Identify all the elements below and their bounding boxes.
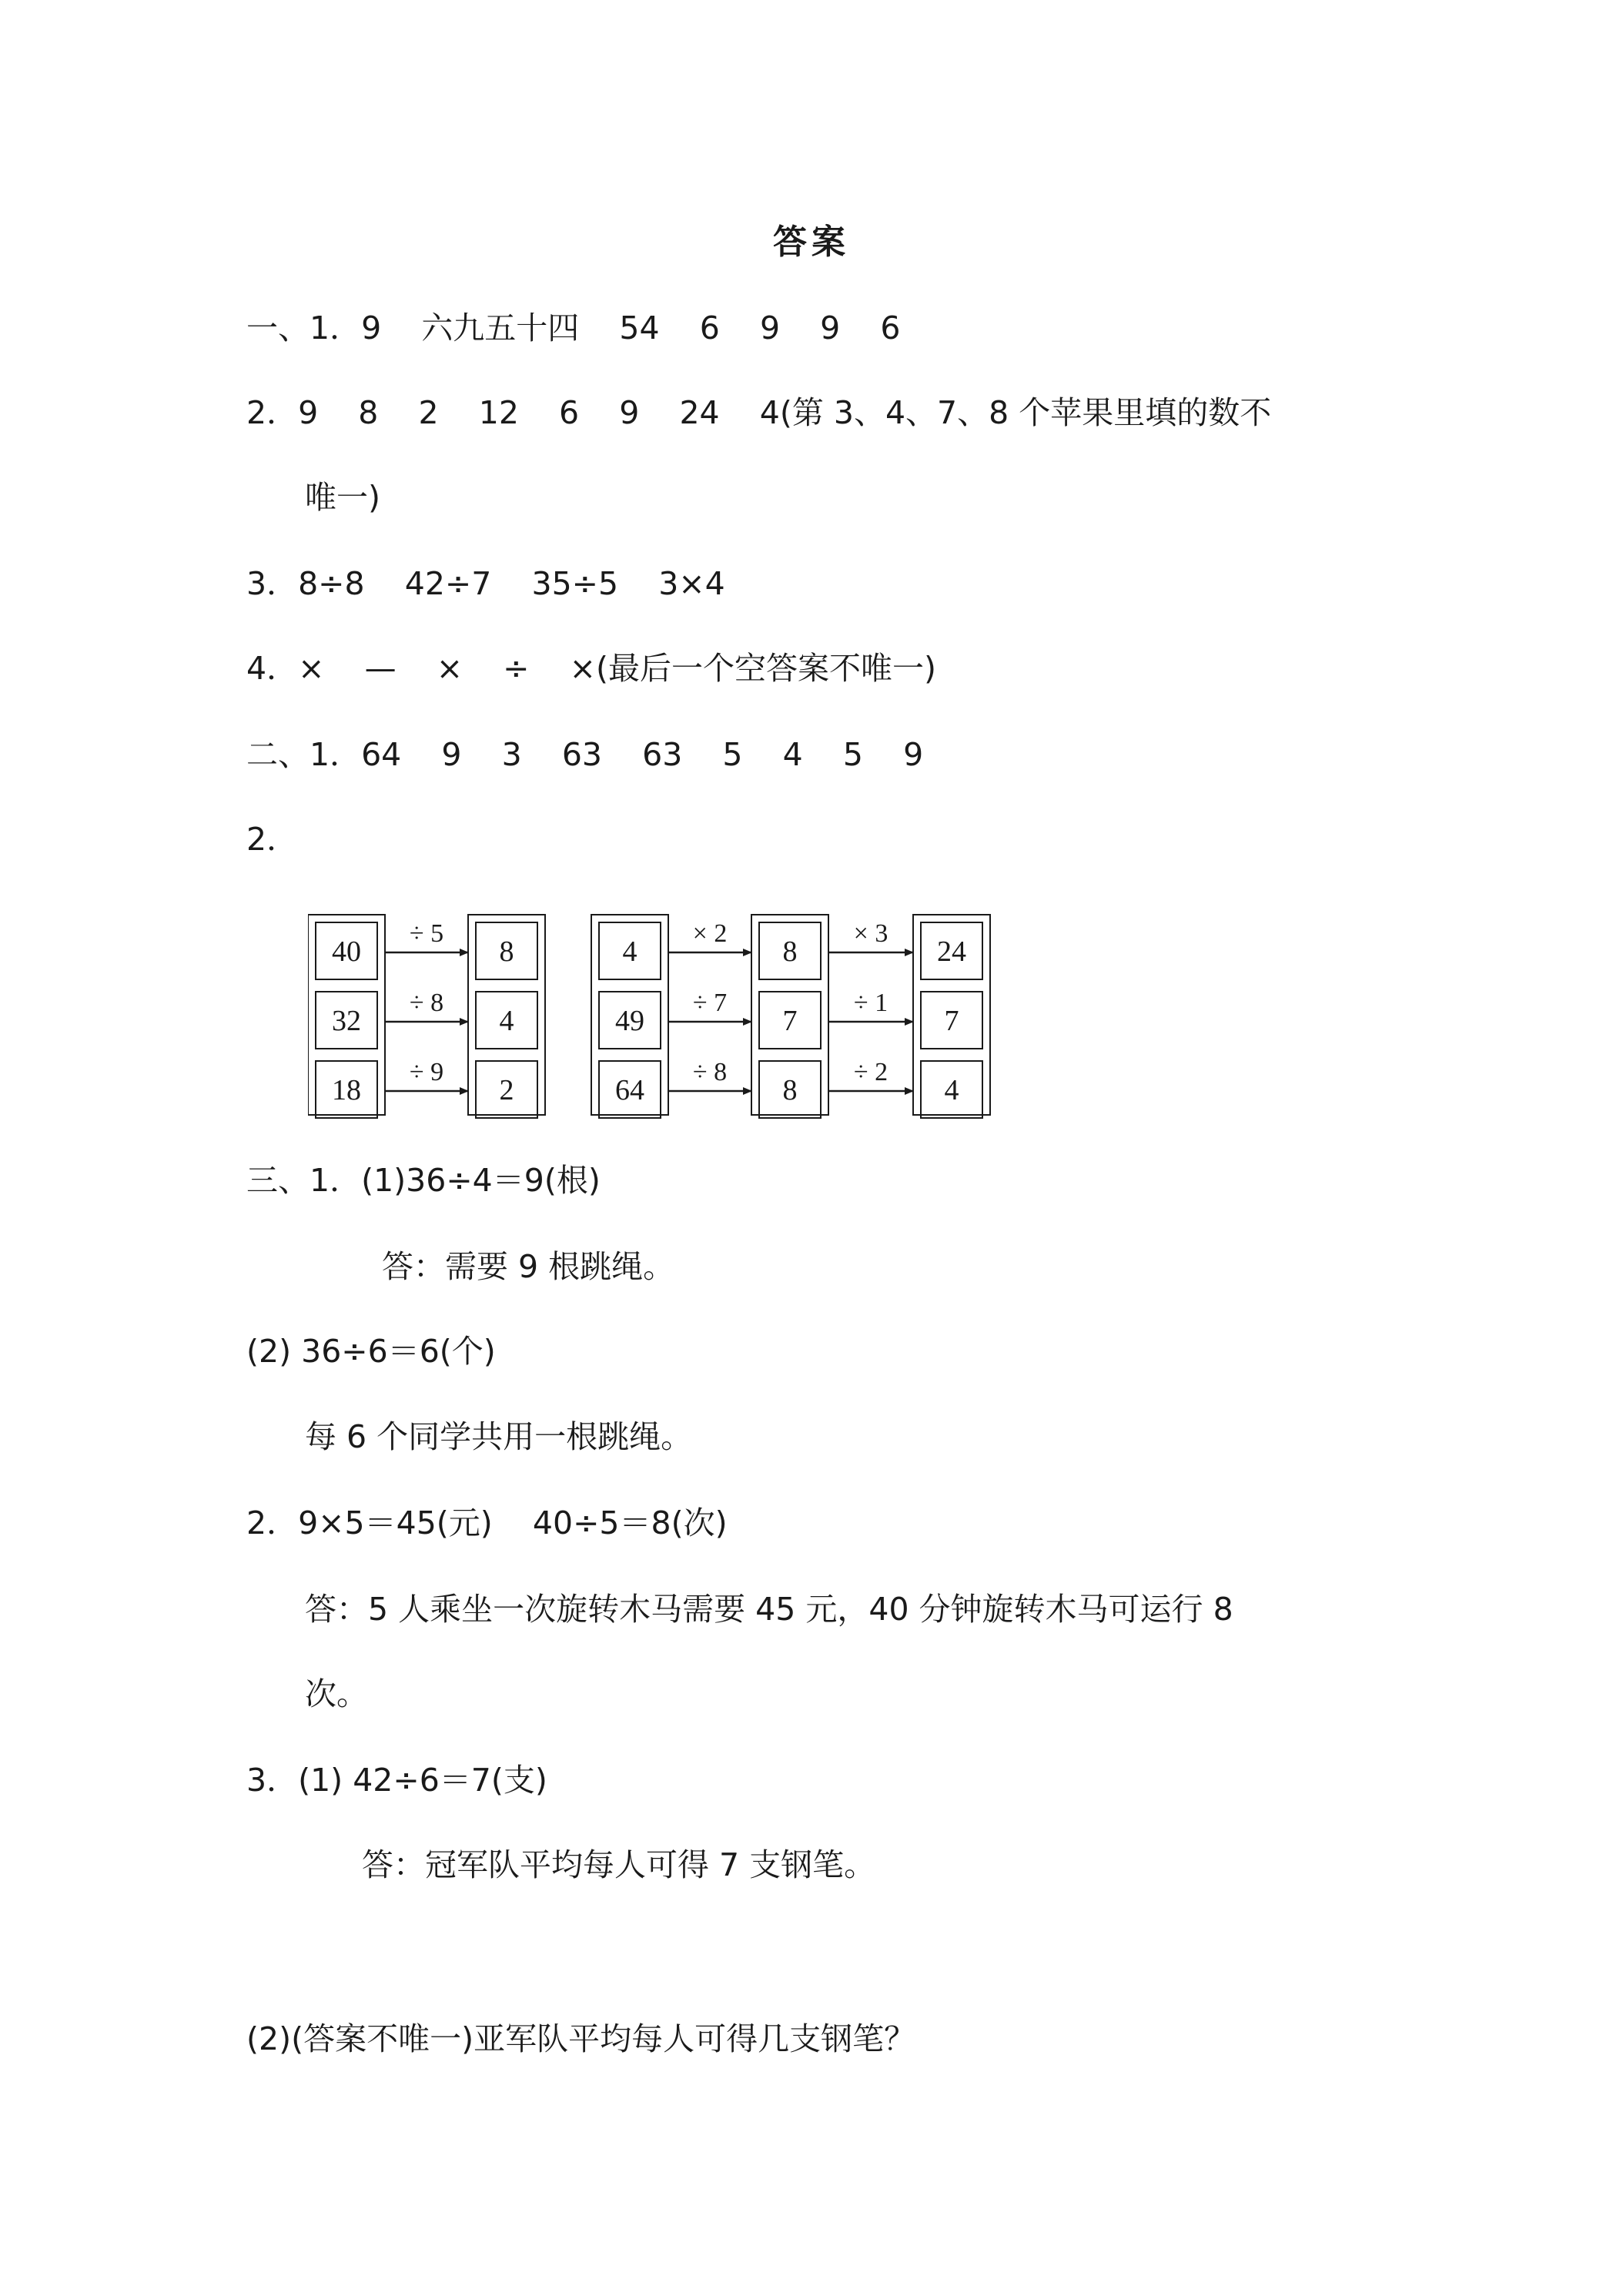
- answer-line: 3．(1) 42÷6＝7(支): [246, 1762, 547, 1799]
- answer-line: 2．9×5＝45(元) 40÷5＝8(次): [246, 1504, 728, 1541]
- page-title: 答案: [773, 223, 850, 262]
- left-input-value: 18: [332, 1074, 361, 1106]
- answer-line: (2)(答案不唯一)亚军队平均每人可得几支钢笔？: [246, 2020, 916, 2057]
- right-op1-operation: ÷ 7: [692, 989, 728, 1017]
- right-op1-operation: ÷ 8: [692, 1058, 728, 1086]
- division-flow-diagram: [308, 901, 1032, 1124]
- answer-line: 答：5 人乘坐一次旋转木马需要 45 元，40 分钟旋转木马可运行 8: [305, 1591, 1233, 1628]
- right-col3-value: 4: [944, 1074, 959, 1106]
- left-input-value: 40: [332, 935, 361, 968]
- left-op-operation: ÷ 8: [409, 989, 444, 1017]
- right-col1-value: 4: [622, 935, 637, 968]
- right-op2-operation: × 3: [853, 919, 888, 948]
- left-output-value: 4: [499, 1005, 514, 1037]
- right-col1-value: 49: [615, 1005, 644, 1037]
- answer-line: 每 6 个同学共用一根跳绳。: [305, 1418, 693, 1455]
- right-op2-operation: ÷ 1: [853, 989, 888, 1017]
- right-col1-value: 64: [615, 1074, 644, 1106]
- answer-line: 答：需要 9 根跳绳。: [382, 1248, 675, 1285]
- right-col3-value: 7: [944, 1005, 959, 1037]
- right-col3-value: 24: [937, 935, 966, 968]
- right-col2-value: 7: [782, 1005, 798, 1037]
- answer-line: 2．9 8 2 12 6 9 24 4(第 3、4、7、8 个苹果里填的数不: [246, 394, 1272, 431]
- answer-line: 唯一): [305, 479, 380, 516]
- answer-line: 三、1．(1)36÷4＝9(根): [246, 1162, 601, 1199]
- right-col2-value: 8: [782, 935, 798, 968]
- left-input-value: 32: [332, 1005, 361, 1037]
- left-output-value: 8: [499, 935, 514, 968]
- right-col2-value: 8: [782, 1074, 798, 1106]
- answer-line: 二、1．64 9 3 63 63 5 4 5 9: [246, 736, 924, 773]
- answer-line: (2) 36÷6＝6(个): [246, 1333, 496, 1370]
- answer-line: 2．: [246, 821, 299, 858]
- left-op-operation: ÷ 9: [409, 1058, 444, 1086]
- answer-line: 4．× — × ÷ ×(最后一个空答案不唯一): [246, 650, 937, 687]
- left-output-value: 2: [499, 1074, 514, 1106]
- answer-line: 3．8÷8 42÷7 35÷5 3×4: [246, 565, 725, 602]
- answer-line: 次。: [305, 1675, 368, 1712]
- right-op1-operation: × 2: [692, 919, 728, 948]
- left-op-operation: ÷ 5: [409, 919, 444, 948]
- answer-line: 答：冠军队平均每人可得 7 支钢笔。: [362, 1846, 876, 1883]
- answer-line: 一、1．9 六九五十四 54 6 9 9 6: [246, 310, 901, 346]
- right-op2-operation: ÷ 2: [853, 1058, 888, 1086]
